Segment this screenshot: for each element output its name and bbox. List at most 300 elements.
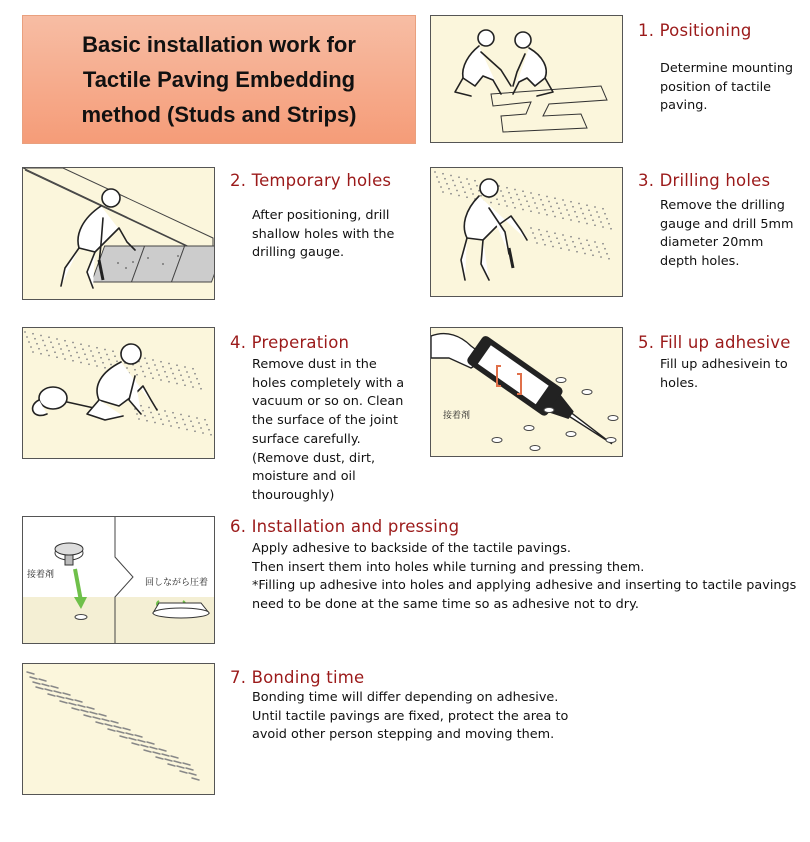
tactile-dot — [584, 253, 586, 255]
tactile-dot — [96, 347, 98, 349]
tactile-dot — [516, 194, 518, 196]
tactile-strip — [159, 749, 166, 751]
tactile-dot — [80, 343, 82, 345]
tactile-dot — [574, 246, 576, 248]
tactile-dot — [600, 221, 602, 223]
tactile-strip — [72, 708, 79, 710]
step4-description — [252, 356, 427, 506]
tactile-dot — [554, 197, 556, 199]
step1-desc-line: paving. — [660, 98, 708, 114]
tactile-strip — [177, 766, 184, 768]
tactile-dot — [176, 383, 178, 385]
tactile-strip — [84, 715, 91, 717]
tactile-dot — [178, 427, 180, 429]
tactile-strip — [96, 722, 103, 724]
tactile-dot — [586, 239, 588, 241]
tactile-strip — [87, 707, 94, 709]
tactile-dot — [144, 415, 146, 417]
tactile-dot — [154, 364, 156, 366]
tactile-dot — [530, 227, 532, 229]
tactile-dot — [544, 209, 546, 211]
tactile-dot — [98, 352, 100, 354]
tactile-strip — [60, 701, 67, 703]
tactile-dot — [606, 218, 608, 220]
tactile-dot — [184, 366, 186, 368]
tactile-dot — [594, 224, 596, 226]
title-banner — [22, 15, 416, 144]
tactile-dot — [96, 365, 98, 367]
tactile-dot — [180, 414, 182, 416]
tactile-dot — [604, 248, 606, 250]
tactile-dot — [560, 212, 562, 214]
step6-desc-line: need to be done at the same time so as adhesive not to dry. — [252, 597, 639, 613]
tactile-dot — [602, 226, 604, 228]
tactile-strip — [93, 717, 100, 719]
tactile-dot — [134, 369, 136, 371]
tactile-dot — [32, 351, 34, 353]
tactile-dot — [144, 357, 146, 359]
tactile-dot — [588, 244, 590, 246]
tactile-dot — [532, 197, 534, 199]
tactile-dot — [48, 355, 50, 357]
tactile-dot — [592, 219, 594, 221]
tactile-dot — [608, 258, 610, 260]
tactile-dot — [498, 203, 500, 205]
tactile-dot — [536, 207, 538, 209]
tactile-dot — [46, 350, 48, 352]
tactile-dot — [446, 183, 448, 185]
tactile-dot — [172, 412, 174, 414]
tactile-dot — [538, 212, 540, 214]
step4-title: 4. Preperation — [230, 333, 350, 352]
tactile-dot — [578, 238, 580, 240]
tactile-dot — [572, 206, 574, 208]
tactile-strip — [123, 728, 130, 730]
tactile-dot — [568, 249, 570, 251]
tactile-strip — [48, 694, 55, 696]
tactile-strip — [126, 733, 133, 735]
step3-description — [660, 197, 800, 272]
tactile-dot — [568, 214, 570, 216]
step2-desc-line: drilling gauge. — [252, 245, 345, 261]
tactile-dot — [174, 378, 176, 380]
step4-desc-line: surface carefully. — [252, 431, 361, 447]
tactile-dot — [436, 176, 438, 178]
tactile-dot — [558, 242, 560, 244]
tactile-dot — [440, 186, 442, 188]
step3-desc-line: depth holes. — [660, 254, 740, 270]
tactile-dot — [566, 209, 568, 211]
tactile-dot — [496, 198, 498, 200]
tactile-dot — [604, 213, 606, 215]
tactile-dot — [54, 351, 56, 353]
tactile-strip — [102, 719, 109, 721]
step7-desc-line: Bonding time will differ depending on adhesive. — [252, 690, 559, 705]
tactile-strip — [120, 736, 127, 738]
tactile-dot — [576, 251, 578, 253]
tactile-dot — [600, 256, 602, 258]
step3-desc-line: gauge and drill 5mm — [660, 216, 794, 232]
tactile-dot — [518, 199, 520, 201]
tactile-dot — [584, 218, 586, 220]
tactile-dot — [40, 335, 42, 337]
tactile-dot — [192, 368, 194, 370]
tactile-dot — [540, 199, 542, 201]
tactile-dot — [164, 410, 166, 412]
adhesive-label-step5: 接着剤 — [443, 411, 471, 421]
tactile-strip — [30, 677, 37, 679]
tactile-strip — [54, 691, 61, 693]
tactile-dot — [522, 190, 524, 192]
tactile-dot — [576, 216, 578, 218]
tactile-dot — [506, 205, 508, 207]
tactile-dot — [56, 338, 58, 340]
tactile-dot — [146, 362, 148, 364]
tactile-dot — [582, 248, 584, 250]
tactile-dot — [574, 211, 576, 213]
tactile-dot — [528, 205, 530, 207]
tactile-dot — [454, 185, 456, 187]
step1-title: 1. Positioning — [638, 21, 752, 40]
tactile-dot — [52, 346, 54, 348]
tactile-dot — [190, 420, 192, 422]
tactile-dot — [548, 201, 550, 203]
step6-description — [252, 540, 802, 615]
tactile-dot — [470, 188, 472, 190]
step2-desc-line: After positioning, drill — [252, 208, 390, 223]
step2-illustration — [22, 167, 215, 300]
tactile-dot — [68, 350, 70, 352]
step4-desc-line: moisture and oil — [252, 469, 356, 485]
tactile-dot — [32, 333, 34, 335]
tactile-dot — [438, 181, 440, 183]
tactile-dot — [602, 208, 604, 210]
tactile-dot — [550, 241, 552, 243]
tactile-strip — [180, 771, 187, 773]
tactile-dot — [564, 204, 566, 206]
tactile-dot — [550, 206, 552, 208]
tactile-dot — [566, 244, 568, 246]
tactile-dot — [608, 223, 610, 225]
tactile-dot — [606, 253, 608, 255]
step5-description — [660, 356, 805, 393]
tactile-dot — [72, 342, 74, 344]
step7-title: 7. Bonding time — [230, 668, 365, 687]
tactile-dot — [196, 417, 198, 419]
tactile-dot — [206, 424, 208, 426]
tactile-dot — [172, 373, 174, 375]
tactile-dot — [186, 429, 188, 431]
tactile-dot — [194, 373, 196, 375]
tactile-dot — [86, 358, 88, 360]
tactile-dot — [434, 171, 436, 173]
tactile-dot — [102, 362, 104, 364]
tactile-dot — [24, 331, 26, 333]
tactile-strip — [183, 763, 190, 765]
page-title — [59, 27, 379, 132]
tactile-dot — [136, 413, 138, 415]
step6-title: 6. Installation and pressing — [230, 517, 460, 536]
tactile-dot — [544, 244, 546, 246]
tactile-strip — [156, 757, 163, 759]
tactile-dot — [598, 251, 600, 253]
tactile-dot — [538, 229, 540, 231]
tactile-dot — [182, 419, 184, 421]
tactile-dot — [88, 363, 90, 365]
tactile-dot — [190, 381, 192, 383]
step6-desc-line: Apply adhesive to backside of the tactile pavings. — [252, 541, 571, 556]
tactile-dot — [450, 193, 452, 195]
tactile-dot — [520, 204, 522, 206]
tactile-dot — [562, 234, 564, 236]
tactile-dot — [188, 376, 190, 378]
step7-desc-line: Until tactile pavings are fixed, protect the area to — [252, 708, 569, 724]
tactile-dot — [530, 210, 532, 212]
tactile-dot — [514, 207, 516, 209]
tactile-dot — [466, 196, 468, 198]
step3-desc-line: Remove the drilling — [660, 198, 785, 213]
step7-desc-line: avoid other person stepping and moving them. — [252, 727, 555, 743]
tactile-dot — [546, 231, 548, 233]
tactile-dot — [34, 338, 36, 340]
step4-desc-line: holes completely with a — [252, 375, 405, 391]
tactile-dot — [508, 192, 510, 194]
step5-desc-line: Fill up adhesivein to — [660, 357, 788, 372]
step4-desc-line: vacuum or so on. Clean — [252, 394, 404, 410]
tactile-dot — [150, 372, 152, 374]
tactile-dot — [442, 191, 444, 193]
tactile-strip — [171, 756, 178, 758]
tactile-dot — [44, 345, 46, 347]
title-line-1: Basic installation work for — [82, 32, 356, 57]
tactile-strip — [153, 752, 160, 754]
step3-desc-line: diameter 20mm — [660, 235, 764, 251]
tactile-dot — [166, 415, 168, 417]
step1-illustration — [430, 15, 623, 143]
tactile-strip — [51, 686, 58, 688]
tactile-dot — [192, 386, 194, 388]
tactile-dot — [198, 383, 200, 385]
tactile-strip — [90, 712, 97, 714]
tactile-strip — [45, 689, 52, 691]
tactile-dot — [202, 432, 204, 434]
tactile-dot — [592, 254, 594, 256]
tactile-dot — [138, 418, 140, 420]
tactile-dot — [490, 202, 492, 204]
tactile-dot — [548, 236, 550, 238]
tactile-dot — [80, 362, 82, 364]
tactile-strip — [168, 764, 175, 766]
tactile-dot — [74, 347, 76, 349]
tactile-dot — [160, 379, 162, 381]
tactile-dot — [176, 422, 178, 424]
tactile-dot — [536, 242, 538, 244]
tactile-strip — [192, 778, 199, 780]
tactile-dot — [154, 422, 156, 424]
tactile-strip — [99, 714, 106, 716]
tactile-dot — [200, 388, 202, 390]
tactile-dot — [176, 364, 178, 366]
tactile-dot — [572, 241, 574, 243]
tactile-dot — [180, 374, 182, 376]
tactile-dot — [136, 374, 138, 376]
tactile-strip — [162, 754, 169, 756]
tactile-dot — [112, 350, 114, 352]
tactile-dot — [100, 357, 102, 359]
tactile-dot — [472, 193, 474, 195]
tactile-dot — [194, 430, 196, 432]
tactile-dot — [506, 187, 508, 189]
step5-illustration — [430, 327, 623, 457]
tactile-strip — [75, 700, 82, 702]
tactile-strip — [165, 759, 172, 761]
tactile-dot — [116, 360, 118, 362]
tactile-dot — [510, 197, 512, 199]
tactile-dot — [448, 188, 450, 190]
tactile-dot — [480, 195, 482, 197]
tactile-dot — [40, 353, 42, 355]
tactile-dot — [90, 350, 92, 352]
tactile-dot — [522, 209, 524, 211]
tactile-dot — [162, 423, 164, 425]
tactile-dot — [578, 221, 580, 223]
tactile-dot — [458, 195, 460, 197]
tactile-dot — [582, 213, 584, 215]
tactile-dot — [504, 200, 506, 202]
tactile-dot — [174, 417, 176, 419]
tactile-strip — [144, 750, 151, 752]
tactile-dot — [532, 232, 534, 234]
tactile-dot — [150, 412, 152, 414]
tactile-dot — [162, 366, 164, 368]
tactile-dot — [462, 186, 464, 188]
tactile-dot — [556, 237, 558, 239]
tactile-dot — [552, 211, 554, 213]
tactile-dot — [578, 203, 580, 205]
tactile-dot — [188, 415, 190, 417]
adhesive-label-step6: 接着剤 — [27, 570, 55, 580]
tactile-dot — [200, 427, 202, 429]
step3-title: 3. Drilling holes — [638, 171, 771, 190]
step7-illustration — [22, 663, 215, 795]
tactile-dot — [148, 407, 150, 409]
tactile-dot — [594, 206, 596, 208]
tactile-dot — [586, 223, 588, 225]
tactile-dot — [442, 173, 444, 175]
tactile-strip — [117, 731, 124, 733]
tactile-dot — [152, 359, 154, 361]
tactile-dot — [142, 371, 144, 373]
tactile-strip — [78, 705, 85, 707]
tactile-dot — [564, 239, 566, 241]
step4-illustration — [22, 327, 215, 459]
tactile-strip — [63, 693, 70, 695]
tactile-dot — [186, 371, 188, 373]
tactile-dot — [66, 345, 68, 347]
tactile-dot — [110, 364, 112, 366]
tactile-strip — [129, 738, 136, 740]
tactile-dot — [538, 194, 540, 196]
tactile-dot — [160, 418, 162, 420]
tactile-dot — [512, 202, 514, 204]
step4-desc-line: the surface of the joint — [252, 413, 398, 429]
tactile-dot — [50, 341, 52, 343]
title-line-3: method (Studs and Strips) — [81, 102, 357, 127]
tactile-dot — [204, 419, 206, 421]
tactile-strip — [135, 735, 142, 737]
step1-desc-line: position of tactile — [660, 79, 772, 95]
tactile-dot — [552, 246, 554, 248]
tactile-dot — [546, 214, 548, 216]
tactile-dot — [88, 345, 90, 347]
tactile-dot — [570, 236, 572, 238]
tactile-dot — [144, 376, 146, 378]
tactile-dot — [464, 191, 466, 193]
tactile-dot — [106, 354, 108, 356]
tactile-dot — [158, 374, 160, 376]
tactile-dot — [500, 190, 502, 192]
tactile-dot — [580, 208, 582, 210]
step2-desc-line: shallow holes with the — [252, 226, 395, 242]
tactile-dot — [126, 367, 128, 369]
tactile-dot — [160, 361, 162, 363]
step7-description — [252, 689, 582, 745]
tactile-dot — [178, 369, 180, 371]
tactile-dot — [580, 243, 582, 245]
tactile-dot — [514, 189, 516, 191]
tactile-dot — [450, 175, 452, 177]
tactile-dot — [104, 367, 106, 369]
tactile-dot — [602, 243, 604, 245]
tactile-dot — [170, 368, 172, 370]
tactile-strip — [189, 773, 196, 775]
tactile-strip — [69, 703, 76, 705]
tactile-strip — [42, 684, 49, 686]
tactile-dot — [142, 410, 144, 412]
tactile-strip — [111, 721, 118, 723]
tactile-dot — [192, 425, 194, 427]
tactile-dot — [168, 381, 170, 383]
tactile-dot — [534, 237, 536, 239]
tactile-strip — [108, 729, 115, 731]
tactile-dot — [554, 216, 556, 218]
tactile-dot — [530, 192, 532, 194]
tactile-dot — [182, 379, 184, 381]
tactile-dot — [164, 371, 166, 373]
tactile-dot — [184, 384, 186, 386]
tactile-dot — [558, 207, 560, 209]
step5-desc-line: holes. — [660, 375, 699, 391]
tactile-strip — [150, 747, 157, 749]
tactile-dot — [36, 343, 38, 345]
tactile-dot — [168, 363, 170, 365]
tactile-dot — [456, 190, 458, 192]
tactile-dot — [524, 195, 526, 197]
tactile-dot — [168, 420, 170, 422]
step5-title: 5. Fill up adhesive — [638, 333, 791, 352]
tactile-strip — [114, 726, 121, 728]
tactile-dot — [474, 180, 476, 182]
tactile-dot — [526, 200, 528, 202]
tactile-strip — [105, 724, 112, 726]
tactile-dot — [148, 367, 150, 369]
tactile-dot — [570, 201, 572, 203]
tactile-dot — [60, 348, 62, 350]
tactile-dot — [184, 424, 186, 426]
tactile-dot — [76, 352, 78, 354]
tactile-dot — [460, 181, 462, 183]
tactile-dot — [58, 343, 60, 345]
